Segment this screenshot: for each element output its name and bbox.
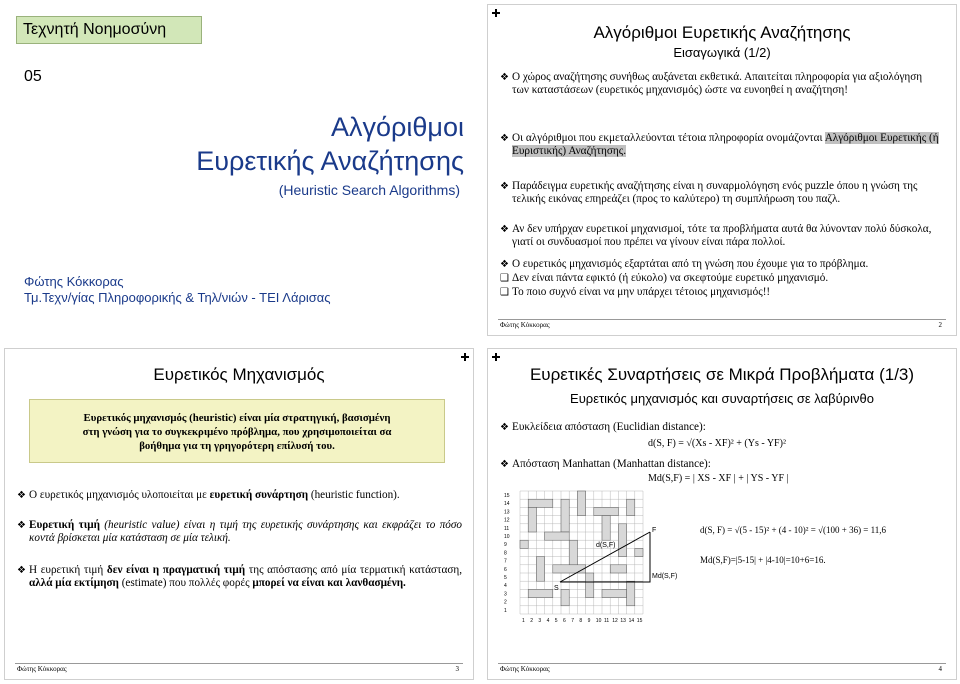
- bullet: ❖ Ο χώρος αναζήτησης συνήθως αυξάνεται εκθετικά. Απαιτείται πληροφορία για αξιολόγηση των καταστάσεων (ευρετικός μηχανισμός) ώστε να ευνοηθεί η αναζήτηση!: [500, 71, 923, 96]
- x-tick-label: 9: [587, 618, 591, 624]
- presentation-subtitle: (Heuristic Search Algorithms): [278, 182, 460, 198]
- maze-wall: [536, 557, 544, 582]
- bullet: ❖ Αν δεν υπήρχαν ευρετικοί μηχανισμοί, τότε τα προβλήματα αυτά θα λύνονταν πολύ δύσκολα, γιατί οι συνδυασμοί που πρέπει να γίνουν είναι πάρα πολλοί.: [500, 223, 932, 248]
- sub-bullet: ❑ Δεν είναι πάντα εφικτό (ή εύκολο) να σκεφτούμε ευρετικό μηχανισμό.: [500, 272, 829, 284]
- diamond-bullet-icon: ❖: [500, 422, 509, 433]
- y-tick-label: 7: [504, 558, 507, 565]
- presentation-title-2: Ευρετικής Αναζήτησης: [196, 146, 464, 176]
- definition-box: [29, 399, 445, 463]
- maze-wall: [635, 548, 643, 556]
- slide-subtitle: Ευρετικός μηχανισμός και συναρτήσεις σε λαβύρινθο: [570, 391, 874, 406]
- bullet: ❖ Παράδειγμα ευρετικής αναζήτησης είναι η συναρμολόγηση ενός puzzle όπου η γνώση της τελικής εικόνας επηρεάζει (προς το καλύτερο) τη συμπλήρωση του παζλ.: [500, 180, 918, 205]
- start-label: S: [554, 585, 559, 592]
- slide-marker-icon: [492, 9, 500, 17]
- bullet: ❖ Οι αλγόριθμοι που εκμεταλλεύονται τέτοια πληροφορία ονομάζονται Αλγόριθμοι Ευρετικής (ή Ευριστικής) Αναζήτησης.: [500, 132, 939, 157]
- y-tick-label: 2: [504, 599, 507, 606]
- maze-wall: [610, 565, 626, 573]
- y-tick-label: 6: [504, 566, 507, 573]
- x-tick-label: 4: [546, 618, 550, 624]
- footer-divider: [498, 319, 946, 320]
- maze-wall: [577, 491, 585, 516]
- x-tick-label: 3: [538, 618, 542, 624]
- bullet: ❖ Ο ευρετικός μηχανισμός εξαρτάται από τη γνώση που έχουμε για το πρόβλημα.: [500, 258, 869, 270]
- slide-title: Ευρετικός Μηχανισμός: [153, 365, 325, 384]
- maze-wall: [618, 524, 626, 557]
- definition-text: Ευρετικός μηχανισμός (heuristic) είναι μία στρατηγική, βασισμένη στη γνώση για το συγκεκριμένο πρόβλημα, που χρησιμοποιείται σα βοήθημα για τη γρηγορότερη επίλυσή του.: [82, 412, 392, 452]
- slide-subtitle: Εισαγωγικά (1/2): [673, 45, 771, 60]
- footer-divider: [15, 663, 463, 664]
- footer-author: Φώτης Κόκκορας: [500, 321, 550, 329]
- x-tick-label: 12: [612, 618, 618, 624]
- highlighted-term: Αλγόριθμοι Ευρετικής (ή Ευριστικής) Αναζήτησης.: [512, 132, 939, 157]
- bullet: ❖ Απόσταση Manhattan (Manhattan distance):: [500, 458, 711, 470]
- maze-wall: [520, 540, 528, 548]
- slide-marker-icon: [492, 353, 500, 361]
- author-name: Φώτης Κόκκορας: [24, 274, 124, 289]
- y-tick-label: 3: [504, 591, 507, 598]
- x-tick-label: 13: [620, 618, 626, 624]
- maze-wall: [545, 532, 570, 540]
- maze-wall: [586, 573, 594, 598]
- presentation-title-1: Αλγόριθμοι: [331, 112, 464, 142]
- course-title: Τεχνητή Νοημοσύνη: [23, 21, 167, 38]
- maze-wall: [561, 499, 569, 532]
- y-tick-label: 1: [504, 607, 507, 614]
- diamond-bullet-icon: ❖: [17, 490, 26, 501]
- maze-wall: [528, 507, 536, 532]
- manhattan-formula: Md(S,F) = | XS - XF | + | YS - YF |: [648, 473, 789, 484]
- x-tick-label: 14: [628, 618, 635, 624]
- slide-3: [4, 348, 474, 680]
- y-tick-label: 10: [504, 534, 510, 540]
- bullet: ❖ Ευκλείδεια απόσταση (Euclidian distance):: [500, 421, 706, 433]
- bullet: ❖ Η ευρετική τιμή δεν είναι η πραγματική τιμή της απόστασης από μία τερματική κατάσταση, αλλά μία εκτίμηση (estimate) που πολλές φορές μπορεί να είναι και λανθασμένη.: [17, 564, 462, 589]
- footer-author: Φώτης Κόκκορας: [17, 665, 67, 673]
- diamond-bullet-icon: ❖: [17, 565, 26, 576]
- y-tick-label: 13: [504, 509, 510, 516]
- md-label: Md(S,F): [652, 573, 678, 580]
- bullet: ❖ Ευρετική τιμή (heuristic value) είναι η τιμή της ευρετικής συνάρτησης και εκφράζει το πόσο κοντά βρίσκεται μία κατάσταση σε μία τελική.: [17, 519, 463, 544]
- course-title-bar: [16, 16, 202, 44]
- slide-title: Ευρετικές Συναρτήσεις σε Μικρά Προβλήματα (1/3): [529, 365, 915, 384]
- square-bullet-icon: ❑: [500, 273, 509, 284]
- manhattan-calc: Md(S,F)=|5-15| + |4-10|=10+6=16.: [700, 555, 826, 565]
- footer-author: Φώτης Κόκκορας: [500, 665, 550, 673]
- diamond-bullet-icon: ❖: [500, 259, 509, 270]
- page-number: 3: [455, 665, 459, 673]
- maze-wall: [553, 565, 586, 573]
- maze-wall: [561, 589, 569, 605]
- d-label: d(S,F): [596, 542, 616, 549]
- maze-wall: [569, 540, 577, 565]
- slide-marker-icon: [461, 353, 469, 361]
- slide-1-title: [4, 4, 474, 336]
- y-tick-label: 11: [504, 525, 510, 532]
- diamond-bullet-icon: ❖: [17, 520, 26, 531]
- diamond-bullet-icon: ❖: [500, 133, 509, 144]
- maze-wall: [528, 589, 553, 597]
- y-tick-label: 14: [504, 501, 510, 508]
- y-tick-label: 4: [504, 583, 507, 590]
- square-bullet-icon: ❑: [500, 287, 509, 298]
- maze-wall: [627, 581, 635, 606]
- euclid-calc: d(S, F) = √(5 - 15)² + (4 - 10)² = √(100 + 36) = 11,6: [700, 525, 887, 535]
- x-tick-label: 8: [579, 618, 583, 624]
- y-tick-label: 15: [504, 493, 510, 499]
- sub-bullet: ❑ Το ποιο συχνό είναι να μην υπάρχει τέτοιος μηχανισμός!!: [500, 286, 771, 298]
- x-tick-label: 5: [554, 618, 558, 624]
- maze-wall: [602, 589, 627, 597]
- x-tick-label: 10: [595, 618, 602, 624]
- footer-divider: [498, 663, 946, 664]
- lecture-number: 05: [24, 68, 42, 85]
- x-tick-label: 11: [604, 618, 610, 624]
- maze-wall: [627, 499, 635, 515]
- maze-wall: [594, 507, 619, 515]
- x-tick-label: 2: [530, 618, 533, 624]
- y-tick-label: 5: [504, 575, 507, 581]
- slide-title: Αλγόριθμοι Ευρετικής Αναζήτησης: [593, 23, 851, 42]
- page-number: 2: [938, 321, 942, 329]
- y-tick-label: 9: [504, 542, 507, 549]
- x-tick-label: 15: [636, 618, 643, 624]
- diamond-bullet-icon: ❖: [500, 181, 509, 192]
- finish-label: F: [652, 527, 657, 534]
- x-tick-label: 6: [563, 618, 566, 624]
- slide-2: [487, 4, 957, 336]
- euclid-formula: d(S, F) = √(Xs - XF)² + (Ys - YF)²: [648, 438, 786, 449]
- x-tick-label: 1: [522, 618, 525, 624]
- maze-wall: [602, 516, 610, 541]
- y-tick-label: 12: [504, 517, 510, 524]
- department: Τμ.Τεχν/γίας Πληροφορικής & Τηλ/νιών - ΤΕΙ Λάρισας: [24, 290, 331, 305]
- maze-diagram: [502, 487, 682, 627]
- slide-4: [487, 348, 957, 680]
- y-tick-label: 8: [504, 550, 507, 557]
- maze-wall: [528, 499, 553, 507]
- diamond-bullet-icon: ❖: [500, 224, 509, 235]
- diamond-bullet-icon: ❖: [500, 72, 509, 83]
- bullet: ❖ Ο ευρετικός μηχανισμός υλοποιείται με ευρετική συνάρτηση (heuristic function).: [17, 489, 400, 501]
- diamond-bullet-icon: ❖: [500, 459, 509, 470]
- page-number: 4: [938, 665, 942, 673]
- x-tick-label: 7: [571, 618, 574, 624]
